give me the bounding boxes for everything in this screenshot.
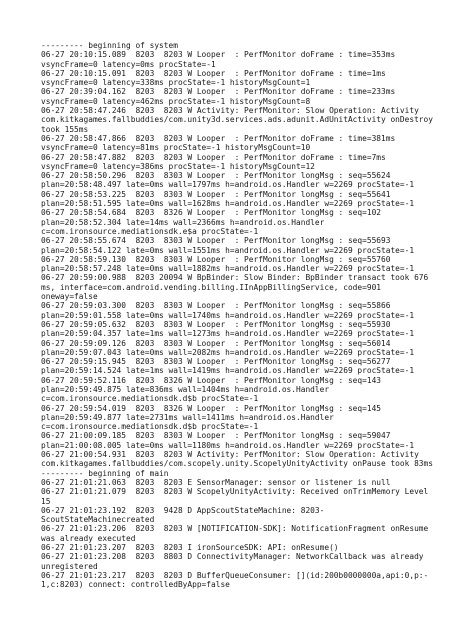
log-line: 06-27 21:00:54.931 8203 8203 W Activity: PerfMonitor: Slow Operation: Activity (41, 450, 419, 460)
log-line: 06-27 20:39:04.162 8203 8203 W Looper : PerfMonitor doFrame : time=233ms (41, 87, 396, 97)
log-line: com.kitkagames.fallbuddies/com.scopely.unity.ScopelyUnityActivity onPause took 83ms (41, 459, 433, 469)
log-line: 06-27 20:10:15.089 8203 8203 W Looper : PerfMonitor doFrame : time=353ms (41, 50, 396, 60)
log-line: plan=20:59:01.558 late=0ms wall=1740ms h=android.os.Handler w=2269 procState=-1 (41, 310, 415, 320)
log-line: 06-27 20:58:50.296 8203 8303 W Looper : PerfMonitor longMsg : seq=55624 (41, 171, 391, 181)
log-line: 06-27 20:59:52.116 8203 8326 W Looper : PerfMonitor longMsg : seq=143 (41, 375, 382, 385)
log-line: vsyncFrame=0 latency=81ms procState=-1 historyMsgCount=10 (41, 143, 311, 153)
log-line: plan=20:58:52.304 late=14ms wall=2366ms h=android.os.Handler (41, 217, 325, 227)
log-line: plan=20:59:14.524 late=1ms wall=1419ms h=android.os.Handler w=2269 procState=-1 (41, 366, 415, 376)
log-line: --------- beginning of system (41, 41, 178, 50)
log-line: 06-27 20:58:47.882 8203 8203 W Looper : PerfMonitor doFrame : time=7ms (41, 152, 386, 162)
log-line: unregistered (41, 561, 98, 571)
log-line: 06-27 21:01:23.207 8203 8203 I ironSourceSDK: API: onResume() (41, 543, 339, 553)
log-line: 06-27 21:01:23.192 8203 9428 D AppScoutStateMachine: 8203- (41, 505, 325, 515)
log-line: ScoutStateMachinecreated (41, 515, 155, 525)
log-line: plan=21:00:08.005 late=0ms wall=1180ms h=android.os.Handler w=2269 procState=-1 (41, 440, 415, 450)
log-line: 06-27 21:01:23.217 8203 8203 D BufferQueueConsumer: [](id:200b0000000a,api:0,p:- (41, 570, 429, 580)
log-line: 06-27 20:59:05.632 8203 8303 W Looper : PerfMonitor longMsg : seq=55930 (41, 319, 391, 329)
log-line: 06-27 20:58:54.684 8203 8326 W Looper : PerfMonitor longMsg : seq=102 (41, 208, 382, 218)
log-line: plan=20:58:54.122 late=0ms wall=1551ms h=android.os.Handler w=2269 procState=-1 (41, 245, 415, 255)
log-line: 15 (41, 496, 51, 506)
log-line: 06-27 20:58:47.246 8203 8203 W Activity: PerfMonitor: Slow Operation: Activity (41, 106, 419, 116)
log-line: 06-27 20:59:54.019 8203 8326 W Looper : PerfMonitor longMsg : seq=145 (41, 403, 382, 413)
log-line: vsyncFrame=0 latency=462ms procState=-1 historyMsgCount=8 (41, 96, 311, 106)
log-line: 06-27 20:10:15.091 8203 8203 W Looper : PerfMonitor doFrame : time=1ms (41, 68, 386, 78)
log-line: 06-27 20:58:53.225 8203 8303 W Looper : PerfMonitor longMsg : seq=55641 (41, 189, 391, 199)
log-line: c=com.ironsource.mediationsdk.e$a procState=-1 (41, 226, 259, 236)
log-line: was already executed (41, 533, 136, 543)
log-line: c=com.ironsource.mediationsdk.d$b procState=-1 (41, 422, 259, 432)
log-line: c=com.ironsource.mediationsdk.d$b procState=-1 (41, 394, 259, 404)
log-line: plan=20:59:49.877 late=2731ms wall=1411ms h=android.os.Handler (41, 412, 334, 422)
log-line: 06-27 20:59:09.126 8203 8303 W Looper : PerfMonitor longMsg : seq=56014 (41, 338, 391, 348)
log-line: plan=20:58:48.497 late=0ms wall=1797ms h=android.os.Handler w=2269 procState=-1 (41, 180, 415, 190)
log-line: 06-27 20:58:55.674 8203 8303 W Looper : PerfMonitor longMsg : seq=55693 (41, 236, 391, 246)
log-line: vsyncFrame=0 latency=0ms procState=-1 (41, 59, 216, 69)
log-line: ms, interface=com.android.vending.billing.IInAppBillingService, code=901 (41, 282, 382, 292)
log-line: --------- beginning of main (41, 468, 169, 478)
log-line: plan=20:59:49.875 late=836ms wall=1404ms h=android.os.Handler (41, 384, 330, 394)
log-line: 06-27 21:00:09.185 8203 8303 W Looper : PerfMonitor longMsg : seq=59047 (41, 431, 391, 441)
log-line: plan=20:59:04.357 late=1ms wall=1273ms h=android.os.Handler w=2269 procState=-1 (41, 329, 415, 339)
log-line: com.kitkagames.fallbuddies/com.unity3d.services.ads.adunit.AdUnitActivity onDestroy (41, 115, 433, 125)
log-line: 06-27 21:01:21.063 8203 8203 E SensorManager: sensor or listener is null (41, 477, 391, 487)
log-line: plan=20:58:57.248 late=0ms wall=1882ms h=android.os.Handler w=2269 procState=-1 (41, 264, 415, 274)
log-line: 06-27 20:59:03.300 8203 8303 W Looper : PerfMonitor longMsg : seq=55866 (41, 301, 391, 311)
log-line: took 155ms (41, 124, 89, 134)
log-line: vsyncFrame=0 latency=338ms procState=-1 historyMsgCount=1 (41, 78, 311, 88)
log-line: oneway=false (41, 292, 98, 302)
log-line: 1,c:8203) connect: controlledByApp=false (41, 580, 230, 590)
log-line: plan=20:58:51.595 late=0ms wall=1628ms h=android.os.Handler w=2269 procState=-1 (41, 199, 415, 209)
log-line: 06-27 20:58:59.130 8203 8303 W Looper : PerfMonitor longMsg : seq=55760 (41, 254, 391, 264)
log-line: 06-27 21:01:23.206 8203 8203 W [NOTIFICATION-SDK]: NotificationFragment onResume (41, 524, 429, 534)
log-line: vsyncFrame=0 latency=386ms procState=-1 historyMsgCount=12 (41, 161, 315, 171)
log-line: plan=20:59:07.043 late=0ms wall=2082ms h=android.os.Handler w=2269 procState=-1 (41, 347, 415, 357)
log-line: 06-27 20:58:47.866 8203 8203 W Looper : PerfMonitor doFrame : time=381ms (41, 133, 396, 143)
log-line: 06-27 20:59:00.988 8203 20094 W BpBinder: Slow Binder: BpBinder transact took 676 (41, 273, 429, 283)
log-line: 06-27 20:59:15.945 8203 8303 W Looper : PerfMonitor longMsg : seq=56277 (41, 357, 391, 367)
log-line: 06-27 21:01:21.079 8203 8203 W ScopelyUnityActivity: Received onTrimMemory Level (41, 487, 429, 497)
log-line: 06-27 21:01:23.208 8203 8803 D ConnectivityManager: NetworkCallback was already (41, 552, 424, 562)
